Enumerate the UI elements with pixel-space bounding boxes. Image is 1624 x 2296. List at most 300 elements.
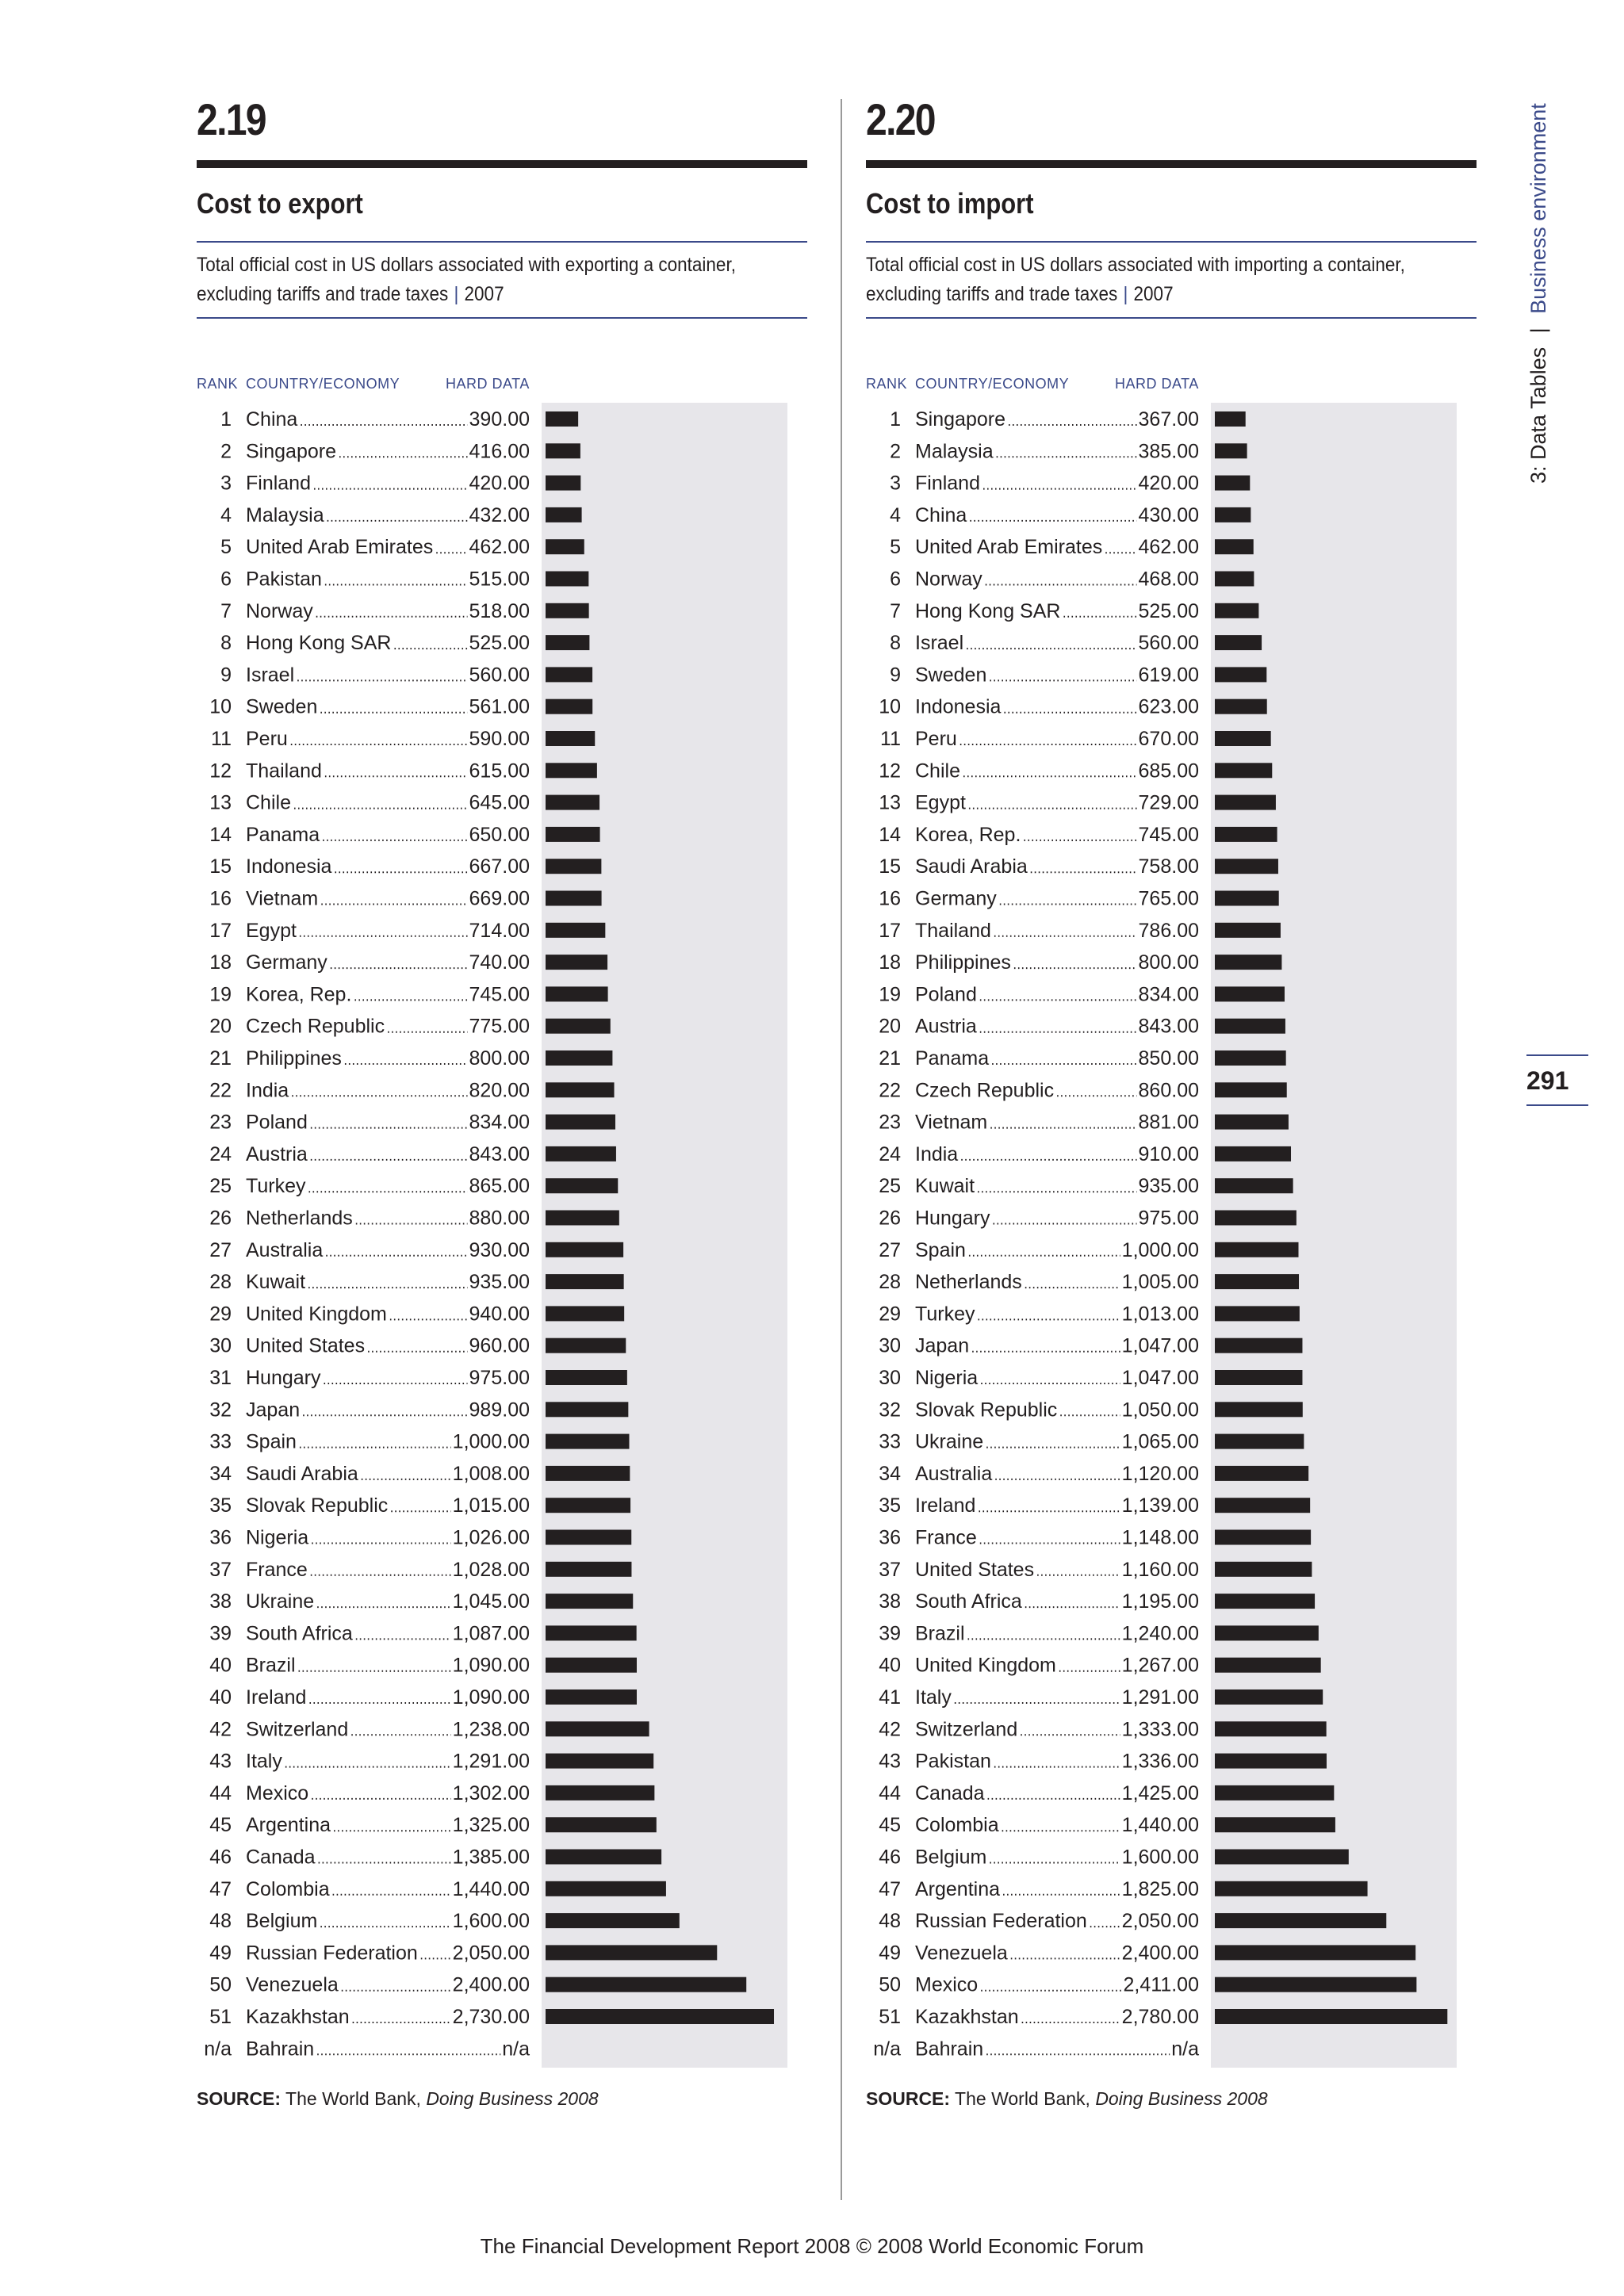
bar bbox=[1215, 667, 1266, 682]
desc-line-2 bbox=[866, 280, 1477, 309]
rank-label: 45 bbox=[879, 1814, 901, 1837]
rank-label: 40 bbox=[209, 1654, 232, 1677]
value-label: 1,440.00 bbox=[452, 1877, 530, 1900]
column-headers bbox=[866, 376, 1477, 400]
rank-label: 15 bbox=[209, 855, 232, 878]
rank-label: 33 bbox=[209, 1430, 232, 1453]
bar bbox=[1215, 795, 1276, 810]
rank-label: 2 bbox=[220, 440, 232, 463]
value-label: 1,065.00 bbox=[1121, 1430, 1199, 1453]
rank-label: 2 bbox=[890, 440, 901, 463]
category-label: Chile bbox=[915, 760, 960, 783]
bar bbox=[546, 986, 608, 1001]
rank-label: 25 bbox=[879, 1175, 901, 1198]
desc-line-2 bbox=[197, 280, 807, 309]
value-label: 515.00 bbox=[469, 568, 530, 591]
category-label: Indonesia bbox=[246, 855, 332, 878]
value-label: 1,045.00 bbox=[452, 1590, 530, 1613]
bar bbox=[546, 827, 600, 842]
rank-label: 46 bbox=[209, 1846, 232, 1869]
value-label: 940.00 bbox=[469, 1303, 530, 1326]
rank-label: 9 bbox=[890, 664, 901, 687]
rank-label: 3 bbox=[220, 472, 232, 495]
rank-label: 43 bbox=[209, 1750, 232, 1773]
bar bbox=[546, 1817, 657, 1832]
value-label: 420.00 bbox=[469, 472, 530, 495]
bar bbox=[1215, 1242, 1299, 1257]
rank-label: 31 bbox=[209, 1367, 232, 1389]
bar bbox=[546, 603, 589, 618]
value-label: 615.00 bbox=[469, 760, 530, 783]
bar bbox=[546, 1082, 615, 1097]
bar bbox=[546, 443, 580, 458]
column-divider bbox=[841, 99, 842, 2200]
rank-label: 21 bbox=[879, 1047, 901, 1070]
value-label: n/a bbox=[502, 2038, 530, 2061]
rank-label: 50 bbox=[209, 1973, 232, 1996]
rank-label: 23 bbox=[209, 1111, 232, 1134]
value-label: 843.00 bbox=[1138, 1015, 1199, 1038]
bar bbox=[1215, 1115, 1289, 1130]
rank-label: 9 bbox=[220, 664, 232, 687]
rank-label: 25 bbox=[209, 1175, 232, 1198]
bar bbox=[546, 1850, 661, 1865]
bar bbox=[1215, 635, 1262, 650]
rank-label: 27 bbox=[879, 1238, 901, 1261]
source-label: SOURCE: bbox=[197, 2088, 282, 2109]
value-label: 1,026.00 bbox=[452, 1526, 530, 1549]
bar bbox=[546, 1689, 637, 1705]
bar bbox=[1215, 1019, 1285, 1034]
bar bbox=[546, 763, 597, 778]
category-label: Russian Federation bbox=[915, 1910, 1087, 1933]
rank-label: 21 bbox=[209, 1047, 232, 1070]
col-header-hard-data: HARD DATA bbox=[446, 376, 530, 392]
rank-label: 51 bbox=[879, 2006, 901, 2028]
value-label: 2,411.00 bbox=[1123, 1973, 1199, 1996]
bar bbox=[1215, 1689, 1323, 1705]
bar bbox=[1215, 827, 1277, 842]
category-label: India bbox=[246, 1079, 289, 1102]
category-label: Bahrain bbox=[915, 2038, 984, 2061]
rank-label: 50 bbox=[879, 1973, 901, 1996]
chart-export-svg bbox=[197, 403, 807, 2068]
rank-label: 13 bbox=[209, 791, 232, 814]
value-label: 462.00 bbox=[1138, 536, 1199, 559]
bar bbox=[546, 1625, 637, 1640]
category-label: Czech Republic bbox=[915, 1079, 1055, 1102]
value-label: 1,240.00 bbox=[1121, 1622, 1199, 1645]
rank-label: 32 bbox=[879, 1399, 901, 1422]
col-header-rank: RANK bbox=[866, 376, 908, 392]
category-label: Brazil bbox=[246, 1654, 296, 1677]
rank-label: 6 bbox=[220, 568, 232, 591]
category-label: Venezuela bbox=[915, 1942, 1008, 1965]
rank-label: 45 bbox=[209, 1814, 232, 1837]
category-label: Thailand bbox=[915, 919, 991, 942]
bar bbox=[1215, 603, 1258, 618]
rank-label: 39 bbox=[209, 1622, 232, 1645]
table-cost-to-export bbox=[197, 87, 807, 2068]
category-label: India bbox=[915, 1142, 959, 1165]
category-label: Egypt bbox=[915, 791, 966, 814]
value-label: 850.00 bbox=[1138, 1047, 1199, 1070]
rank-label: 27 bbox=[209, 1238, 232, 1261]
value-label: 975.00 bbox=[469, 1367, 530, 1389]
category-label: Netherlands bbox=[246, 1207, 353, 1230]
bar bbox=[546, 1211, 619, 1226]
side-text bbox=[1526, 103, 1551, 484]
value-label: 1,047.00 bbox=[1121, 1367, 1199, 1389]
value-label: 590.00 bbox=[469, 728, 530, 750]
rank-label: 10 bbox=[209, 695, 232, 718]
category-label: China bbox=[246, 408, 298, 430]
value-label: 1,047.00 bbox=[1121, 1334, 1199, 1357]
category-label: United States bbox=[246, 1334, 366, 1357]
category-label: Turkey bbox=[246, 1175, 306, 1198]
rank-label: n/a bbox=[204, 2038, 232, 2061]
rank-label: 37 bbox=[879, 1558, 901, 1581]
table-cost-to-import bbox=[866, 87, 1477, 2068]
category-label: Nigeria bbox=[246, 1526, 309, 1549]
category-label: Korea, Rep. bbox=[915, 823, 1021, 846]
source-text: The World Bank, bbox=[955, 2088, 1090, 2109]
rank-label: 28 bbox=[209, 1271, 232, 1294]
category-label: Canada bbox=[246, 1846, 316, 1869]
value-label: 669.00 bbox=[469, 887, 530, 910]
category-label: Vietnam bbox=[915, 1111, 988, 1134]
value-label: 865.00 bbox=[469, 1175, 530, 1198]
value-label: 820.00 bbox=[469, 1079, 530, 1102]
value-label: 975.00 bbox=[1138, 1207, 1199, 1230]
value-label: 561.00 bbox=[469, 695, 530, 718]
value-label: 1,440.00 bbox=[1121, 1814, 1199, 1837]
rank-label: 6 bbox=[890, 568, 901, 591]
category-label: United Kingdom bbox=[246, 1303, 387, 1326]
bar bbox=[1215, 1402, 1303, 1417]
col-header-country: COUNTRY/ECONOMY bbox=[246, 376, 400, 392]
bar bbox=[1215, 1146, 1291, 1161]
rank-label: 14 bbox=[879, 823, 901, 846]
bar bbox=[1215, 1498, 1310, 1513]
category-label: France bbox=[246, 1558, 308, 1581]
category-label: Hungary bbox=[246, 1367, 321, 1389]
rank-label: 18 bbox=[879, 951, 901, 974]
value-label: 1,195.00 bbox=[1121, 1590, 1199, 1613]
rank-label: 4 bbox=[220, 503, 232, 526]
side-separator: | bbox=[1526, 327, 1550, 334]
source-label: SOURCE: bbox=[866, 2088, 951, 2109]
bar bbox=[1215, 1977, 1416, 1992]
side-section: 3: Data Tables bbox=[1526, 346, 1550, 484]
bar bbox=[546, 731, 595, 746]
value-label: 1,139.00 bbox=[1121, 1494, 1199, 1517]
category-label: Philippines bbox=[915, 951, 1011, 974]
category-label: Saudi Arabia bbox=[915, 855, 1028, 878]
value-label: 1,385.00 bbox=[452, 1846, 530, 1869]
rank-label: 40 bbox=[209, 1686, 232, 1709]
bar bbox=[546, 1146, 616, 1161]
table-description bbox=[197, 243, 807, 317]
value-label: 1,013.00 bbox=[1121, 1303, 1199, 1326]
value-label: 1,333.00 bbox=[1121, 1718, 1199, 1741]
value-label: 2,050.00 bbox=[452, 1942, 530, 1965]
category-label: Slovak Republic bbox=[915, 1399, 1058, 1422]
value-label: 1,008.00 bbox=[452, 1462, 530, 1485]
bar bbox=[1215, 1913, 1386, 1928]
rank-label: 14 bbox=[209, 823, 232, 846]
rank-label: 51 bbox=[209, 2006, 232, 2028]
value-label: 745.00 bbox=[469, 983, 530, 1006]
bar bbox=[546, 1466, 630, 1481]
bar bbox=[546, 572, 588, 587]
bar bbox=[1215, 1050, 1286, 1066]
category-label: China bbox=[915, 503, 967, 526]
value-label: 670.00 bbox=[1138, 728, 1199, 750]
title-rule bbox=[866, 160, 1477, 168]
value-label: 1,028.00 bbox=[452, 1558, 530, 1581]
value-label: 765.00 bbox=[1138, 887, 1199, 910]
value-label: 623.00 bbox=[1138, 695, 1199, 718]
category-label: Ukraine bbox=[246, 1590, 315, 1613]
value-label: n/a bbox=[1171, 2038, 1199, 2061]
rank-label: 30 bbox=[209, 1334, 232, 1357]
category-label: Brazil bbox=[915, 1622, 965, 1645]
category-label: United Kingdom bbox=[915, 1654, 1056, 1677]
rank-label: 41 bbox=[879, 1686, 901, 1709]
category-label: Spain bbox=[246, 1430, 297, 1453]
value-label: 525.00 bbox=[1138, 599, 1199, 622]
value-label: 2,050.00 bbox=[1121, 1910, 1199, 1933]
desc-line-1: Total official cost in US dollars associated with exporting a container, bbox=[197, 254, 736, 276]
desc-line-1: Total official cost in US dollars associated with importing a container, bbox=[866, 254, 1405, 276]
bar bbox=[546, 507, 582, 522]
bar bbox=[1215, 923, 1281, 938]
rank-label: 23 bbox=[879, 1111, 901, 1134]
rank-label: 26 bbox=[209, 1207, 232, 1230]
category-label: Italy bbox=[915, 1686, 952, 1709]
category-label: Venezuela bbox=[246, 1973, 339, 1996]
rank-label: 29 bbox=[879, 1303, 901, 1326]
value-label: 1,291.00 bbox=[1121, 1686, 1199, 1709]
value-label: 1,600.00 bbox=[452, 1910, 530, 1933]
value-label: 1,050.00 bbox=[1121, 1399, 1199, 1422]
category-label: Germany bbox=[915, 887, 997, 910]
category-label: Chile bbox=[246, 791, 291, 814]
bar bbox=[1215, 1211, 1297, 1226]
value-label: 1,090.00 bbox=[452, 1654, 530, 1677]
bar bbox=[1215, 699, 1267, 714]
value-label: 1,090.00 bbox=[452, 1686, 530, 1709]
category-label: Peru bbox=[246, 728, 288, 750]
rank-label: 48 bbox=[209, 1910, 232, 1933]
bar bbox=[546, 1721, 649, 1736]
bar bbox=[1215, 1625, 1319, 1640]
bar bbox=[1215, 986, 1285, 1001]
value-label: 930.00 bbox=[469, 1238, 530, 1261]
value-label: 645.00 bbox=[469, 791, 530, 814]
bar bbox=[1215, 476, 1250, 491]
category-label: Kuwait bbox=[915, 1175, 975, 1198]
category-label: Singapore bbox=[915, 408, 1005, 430]
page-number: 291 bbox=[1526, 1066, 1569, 1095]
value-label: 518.00 bbox=[469, 599, 530, 622]
bar bbox=[546, 1754, 653, 1769]
value-label: 1,325.00 bbox=[452, 1814, 530, 1837]
category-label: Australia bbox=[246, 1238, 324, 1261]
rank-label: 33 bbox=[879, 1430, 901, 1453]
rank-label: 17 bbox=[209, 919, 232, 942]
page-number-bottom-rule bbox=[1526, 1104, 1588, 1106]
bar bbox=[546, 955, 607, 970]
value-label: 880.00 bbox=[469, 1207, 530, 1230]
bar bbox=[546, 1785, 654, 1800]
category-label: Spain bbox=[915, 1238, 966, 1261]
bar bbox=[546, 2009, 774, 2024]
bar bbox=[1215, 443, 1247, 458]
rank-label: 15 bbox=[879, 855, 901, 878]
rank-label: 36 bbox=[879, 1526, 901, 1549]
bar bbox=[1215, 2009, 1447, 2024]
category-label: Israel bbox=[246, 664, 295, 687]
bar bbox=[546, 1306, 624, 1321]
bar bbox=[1215, 859, 1278, 874]
bar bbox=[1215, 507, 1251, 522]
bar bbox=[546, 1115, 615, 1130]
bar bbox=[546, 476, 580, 491]
category-label: Belgium bbox=[915, 1846, 987, 1869]
value-label: 525.00 bbox=[469, 632, 530, 655]
bar bbox=[546, 1913, 680, 1928]
value-label: 1,302.00 bbox=[452, 1781, 530, 1804]
rank-label: 28 bbox=[879, 1271, 901, 1294]
bar bbox=[546, 1498, 630, 1513]
value-label: 740.00 bbox=[469, 951, 530, 974]
category-label: Italy bbox=[246, 1750, 282, 1773]
category-label: Egypt bbox=[246, 919, 297, 942]
value-label: 432.00 bbox=[469, 503, 530, 526]
source-note-import bbox=[866, 2088, 1268, 2110]
value-label: 667.00 bbox=[469, 855, 530, 878]
table-number: 2.19 bbox=[197, 94, 266, 144]
desc-year: 2007 bbox=[1133, 283, 1174, 305]
value-label: 619.00 bbox=[1138, 664, 1199, 687]
category-label: Hong Kong SAR bbox=[246, 632, 392, 655]
bar bbox=[546, 1402, 628, 1417]
category-label: Nigeria bbox=[915, 1367, 979, 1389]
category-label: Germany bbox=[246, 951, 327, 974]
bar bbox=[1215, 1594, 1315, 1609]
rank-label: 35 bbox=[879, 1494, 901, 1517]
category-label: United States bbox=[915, 1558, 1035, 1581]
rank-label: 30 bbox=[879, 1367, 901, 1389]
category-label: Switzerland bbox=[915, 1718, 1018, 1741]
bar bbox=[1215, 1754, 1327, 1769]
category-label: Indonesia bbox=[915, 695, 1002, 718]
value-label: 385.00 bbox=[1138, 440, 1199, 463]
rank-label: 26 bbox=[879, 1207, 901, 1230]
source-title: Doing Business 2008 bbox=[1095, 2088, 1268, 2109]
rank-label: 8 bbox=[890, 632, 901, 655]
category-label: Ireland bbox=[246, 1686, 307, 1709]
category-label: Belgium bbox=[246, 1910, 318, 1933]
value-label: 1,000.00 bbox=[1121, 1238, 1199, 1261]
value-label: 1,015.00 bbox=[452, 1494, 530, 1517]
bar bbox=[1215, 1817, 1335, 1832]
bar bbox=[1215, 1721, 1327, 1736]
category-label: Kuwait bbox=[246, 1271, 306, 1294]
rank-label: 49 bbox=[879, 1942, 901, 1965]
rank-label: 8 bbox=[220, 632, 232, 655]
bar bbox=[1215, 1274, 1299, 1289]
rank-label: 1 bbox=[220, 408, 232, 430]
rank-label: 34 bbox=[209, 1462, 232, 1485]
side-topic: Business environment bbox=[1526, 103, 1550, 314]
value-label: 2,400.00 bbox=[452, 1973, 530, 1996]
bar bbox=[546, 1274, 624, 1289]
bar bbox=[546, 1594, 633, 1609]
bar bbox=[1215, 572, 1254, 587]
rank-label: 44 bbox=[879, 1781, 901, 1804]
bar bbox=[1215, 539, 1254, 554]
value-label: 935.00 bbox=[469, 1271, 530, 1294]
category-label: South Africa bbox=[915, 1590, 1022, 1613]
category-label: Japan bbox=[246, 1399, 301, 1422]
category-label: Panama bbox=[915, 1047, 990, 1070]
category-label: Panama bbox=[246, 823, 320, 846]
value-label: 960.00 bbox=[469, 1334, 530, 1357]
category-label: Pakistan bbox=[246, 568, 322, 591]
bar bbox=[1215, 411, 1246, 427]
rank-label: 13 bbox=[879, 791, 901, 814]
category-label: South Africa bbox=[246, 1622, 353, 1645]
category-label: Pakistan bbox=[915, 1750, 991, 1773]
bar bbox=[1215, 891, 1279, 906]
value-label: 910.00 bbox=[1138, 1142, 1199, 1165]
rank-label: 7 bbox=[220, 599, 232, 622]
rank-label: 7 bbox=[890, 599, 901, 622]
bar bbox=[1215, 1434, 1304, 1449]
col-header-country: COUNTRY/ECONOMY bbox=[915, 376, 1070, 392]
value-label: 2,400.00 bbox=[1121, 1942, 1199, 1965]
chart-import bbox=[866, 403, 1477, 2068]
value-label: 860.00 bbox=[1138, 1079, 1199, 1102]
category-label: Norway bbox=[915, 568, 982, 591]
category-label: Czech Republic bbox=[246, 1015, 385, 1038]
category-label: Singapore bbox=[246, 440, 336, 463]
category-label: Mexico bbox=[915, 1973, 979, 1996]
bar bbox=[546, 699, 592, 714]
category-label: Philippines bbox=[246, 1047, 342, 1070]
category-label: Bahrain bbox=[246, 2038, 315, 2061]
bar bbox=[1215, 1881, 1368, 1896]
value-label: 714.00 bbox=[469, 919, 530, 942]
value-label: 2,780.00 bbox=[1121, 2006, 1199, 2028]
rank-label: 1 bbox=[890, 408, 901, 430]
rank-label: 11 bbox=[211, 728, 232, 750]
value-label: 1,600.00 bbox=[1121, 1846, 1199, 1869]
value-label: 2,730.00 bbox=[452, 2006, 530, 2028]
rank-label: 38 bbox=[879, 1590, 901, 1613]
value-label: 843.00 bbox=[469, 1142, 530, 1165]
category-label: France bbox=[915, 1526, 977, 1549]
col-header-rank: RANK bbox=[197, 376, 239, 392]
rank-label: 24 bbox=[879, 1142, 901, 1165]
table-title: Cost to export bbox=[197, 187, 363, 220]
value-label: 1,087.00 bbox=[452, 1622, 530, 1645]
desc-bottom-rule bbox=[866, 317, 1477, 319]
value-label: 786.00 bbox=[1138, 919, 1199, 942]
